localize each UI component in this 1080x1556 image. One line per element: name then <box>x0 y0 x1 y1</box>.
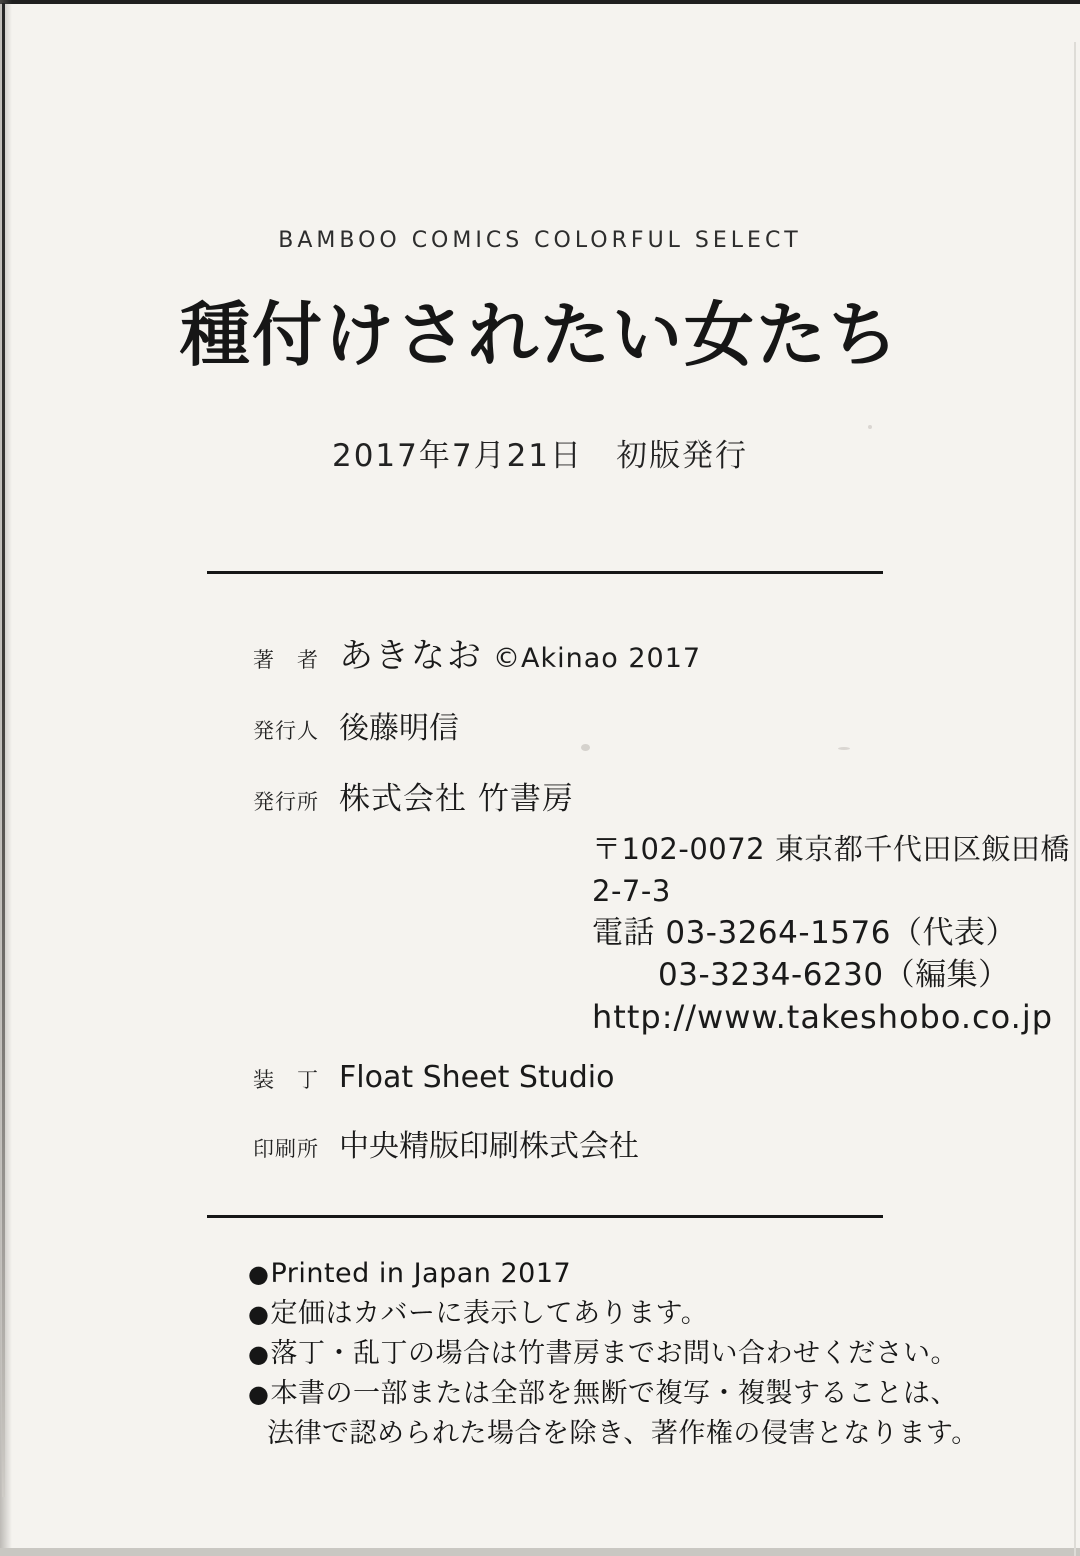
publisher-person-name: 後藤明信 <box>339 711 459 746</box>
publisher-person-row <box>253 703 1080 747</box>
printer-label: 印刷所 <box>253 1137 319 1161</box>
publisher-phone-editorial: 03-3234-6230（編集） <box>658 957 1010 993</box>
note-copyright-warning-continued: 法律で認められた場合を除き、著作権の侵害となります。 <box>267 1418 979 1449</box>
publisher-address: 〒102-0072 東京都千代田区飯田橋2-7-3 <box>592 832 1070 908</box>
bullet-icon: ● <box>248 1300 270 1328</box>
design-label: 装 丁 <box>253 1068 319 1092</box>
design-row <box>253 1060 1080 1095</box>
publisher-row <box>253 773 1080 818</box>
note-price-on-cover <box>248 1294 1080 1334</box>
publisher-phone-main: 電話 03-3264-1576（代表） <box>592 915 1017 951</box>
publisher-website-url: http://www.takeshobo.co.jp <box>592 998 1054 1036</box>
note-text: Printed in Japan 2017 <box>270 1258 572 1289</box>
note-defective-copies <box>248 1334 1080 1374</box>
publisher-contact-block <box>592 828 1080 1038</box>
book-title: 種付けされたい女たち <box>180 293 900 376</box>
printer-name: 中央精版印刷株式会社 <box>339 1129 639 1164</box>
author-name: あきなお <box>339 636 483 676</box>
note-text: 本書の一部または全部を無断で複写・複製することは、 <box>270 1378 958 1409</box>
note-text: 落丁・乱丁の場合は竹書房までお問い合わせください。 <box>270 1338 958 1369</box>
copyright-notice: ©Akinao 2017 <box>493 643 702 674</box>
legal-notes-list <box>248 1254 1080 1453</box>
note-text: 定価はカバーに表示してあります。 <box>270 1298 709 1329</box>
divider-bottom <box>207 1215 883 1218</box>
publisher-label: 発行所 <box>253 790 319 814</box>
bullet-icon: ● <box>248 1380 270 1408</box>
publisher-person-label: 発行人 <box>253 719 319 743</box>
note-copyright-warning <box>248 1374 1080 1414</box>
bullet-icon: ● <box>248 1260 270 1288</box>
edition-date: 2017年7月21日 初版発行 <box>331 438 749 474</box>
colophon-block <box>253 628 1080 1165</box>
note-printed-in-japan <box>248 1254 1080 1294</box>
divider-top <box>207 571 883 574</box>
bullet-icon: ● <box>248 1340 270 1368</box>
printer-row <box>253 1121 1080 1165</box>
author-row <box>253 628 1080 677</box>
design-studio-name: Float Sheet Studio <box>339 1060 615 1095</box>
publisher-name: 株式会社 竹書房 <box>339 781 574 817</box>
author-label: 著 者 <box>253 648 319 672</box>
series-name: BAMBOO COMICS COLORFUL SELECT <box>278 228 802 253</box>
